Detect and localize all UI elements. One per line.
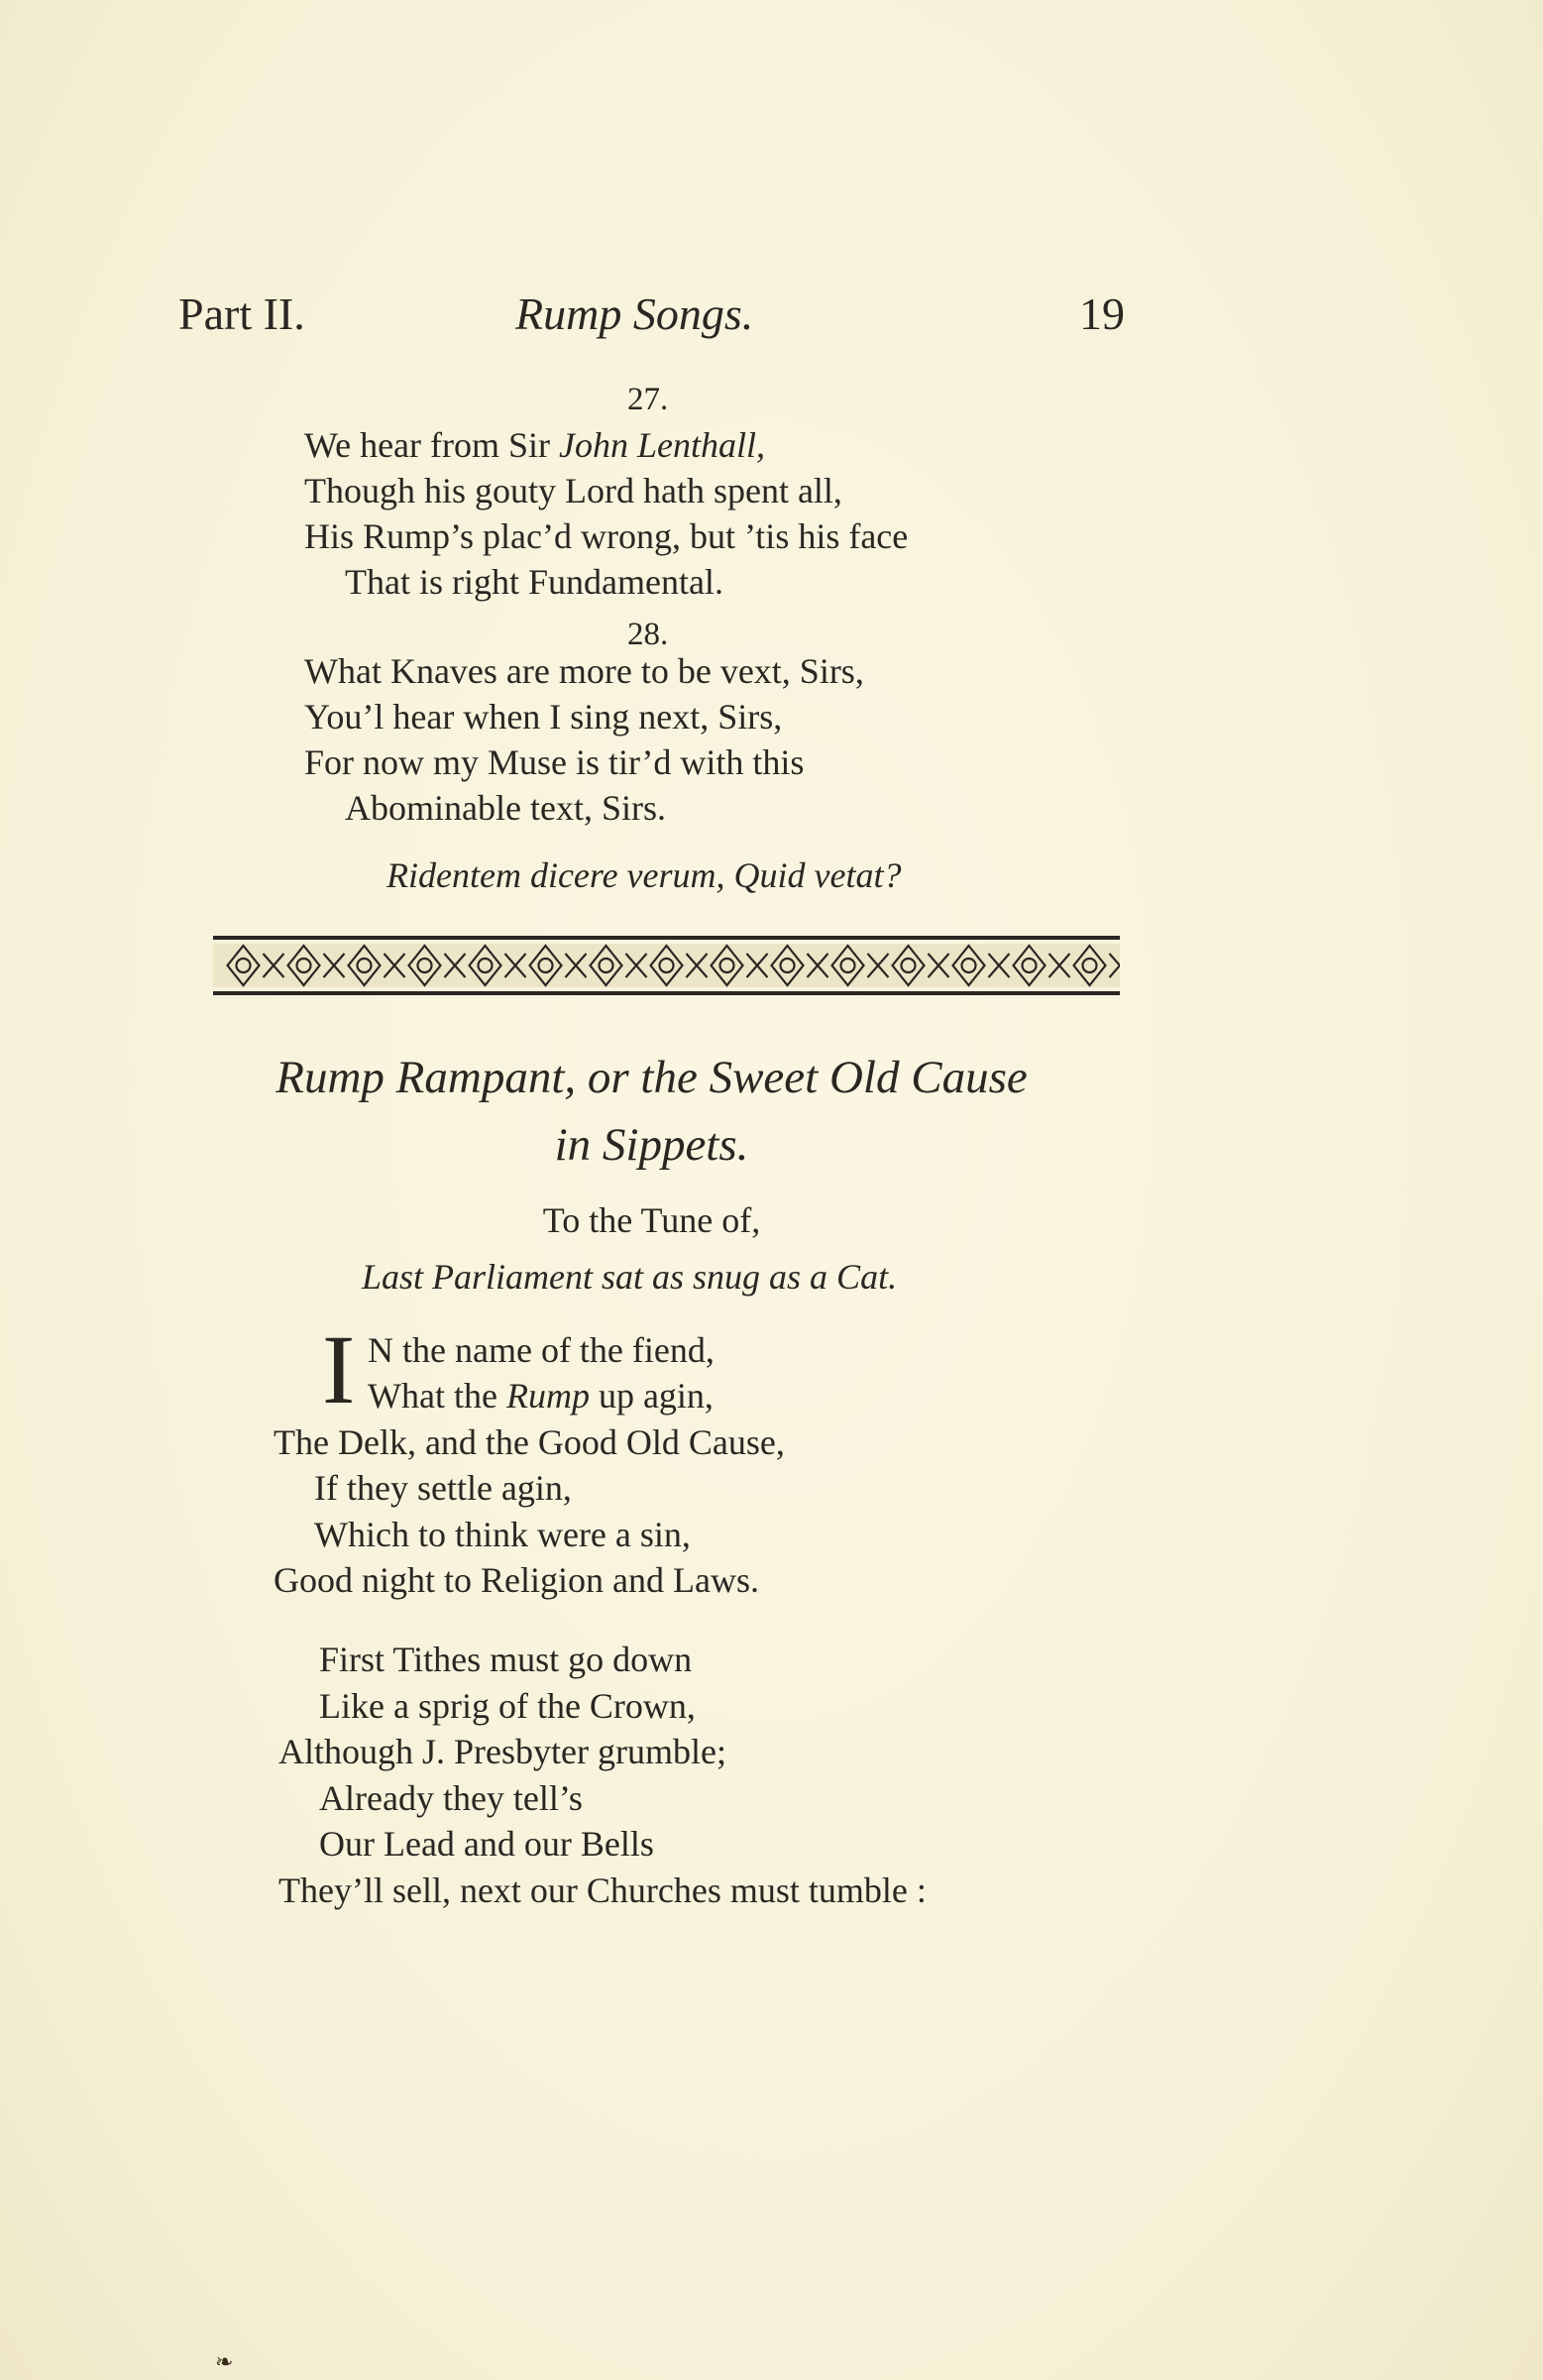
- song-title-line-2: in Sippets.: [554, 1119, 749, 1171]
- verse-1-line-4: If they settle agin,: [314, 1468, 572, 1508]
- stanza-27-line-3: His Rump’s plac’d wrong, but ’tis his face: [304, 516, 909, 556]
- verse-2-line-4: Already they tell’s: [319, 1778, 583, 1818]
- verse-2-line-6: They’ll sell, next our Churches must tumble :: [278, 1870, 927, 1910]
- stanza-28-line-4: Abominable text, Sirs.: [345, 788, 666, 828]
- verse-2-line-2: Like a sprig of the Crown,: [319, 1686, 696, 1726]
- page-number: 19: [1079, 288, 1125, 339]
- stanza-28-line-3: For now my Muse is tir’d with this: [304, 742, 805, 782]
- printer-mark-icon: ❧: [215, 2349, 234, 2374]
- name-john-lenthall: John Lenthall,: [559, 425, 765, 465]
- song-title-line-1: Rump Rampant, or the Sweet Old Cause: [276, 1052, 1028, 1103]
- verse-2-line-5: Our Lead and our Bells: [319, 1824, 654, 1864]
- decorative-border-ornament: [213, 936, 1120, 995]
- verse-1-line-5: Which to think were a sin,: [314, 1515, 691, 1554]
- verse-1-line-6: Good night to Religion and Laws.: [274, 1560, 759, 1600]
- running-header: [178, 287, 1125, 357]
- stanza-number-27: 27.: [627, 382, 669, 417]
- stanza-28-line-1: What Knaves are more to be vext, Sirs,: [304, 651, 864, 691]
- stanza-27-line-1: [304, 424, 765, 467]
- part-label: Part II.: [178, 288, 305, 339]
- stanza-27-line-1-text: We hear from Sir: [304, 425, 560, 465]
- latin-motto: Ridentem dicere verum, Quid vetat?: [386, 855, 902, 895]
- verse-1-line-1: N the name of the fiend,: [368, 1330, 715, 1370]
- verse-1-line-2-pre: What the: [368, 1376, 506, 1416]
- stanza-number-28: 28.: [627, 617, 669, 652]
- stanza-27-line-4: That is right Fundamental.: [345, 562, 723, 602]
- stanza-28-line-2: You’l hear when I sing next, Sirs,: [304, 697, 783, 737]
- verse-2-line-3: Although J. Presbyter grumble;: [278, 1732, 726, 1771]
- verse-1-line-3: The Delk, and the Good Old Cause,: [274, 1422, 785, 1462]
- verse-1-line-2: [368, 1375, 714, 1417]
- tune-name: Last Parliament sat as snug as a Cat.: [362, 1257, 898, 1297]
- drop-cap-letter: I: [322, 1314, 356, 1424]
- verse-2-line-1: First Tithes must go down: [319, 1640, 693, 1679]
- running-title: Rump Songs.: [515, 288, 754, 339]
- verse-1-line-2-post: up agin,: [589, 1376, 714, 1416]
- verse-1-line-2-rump: Rump: [505, 1376, 590, 1416]
- stanza-27-line-2: Though his gouty Lord hath spent all,: [304, 471, 842, 510]
- tune-label: To the Tune of,: [542, 1200, 761, 1240]
